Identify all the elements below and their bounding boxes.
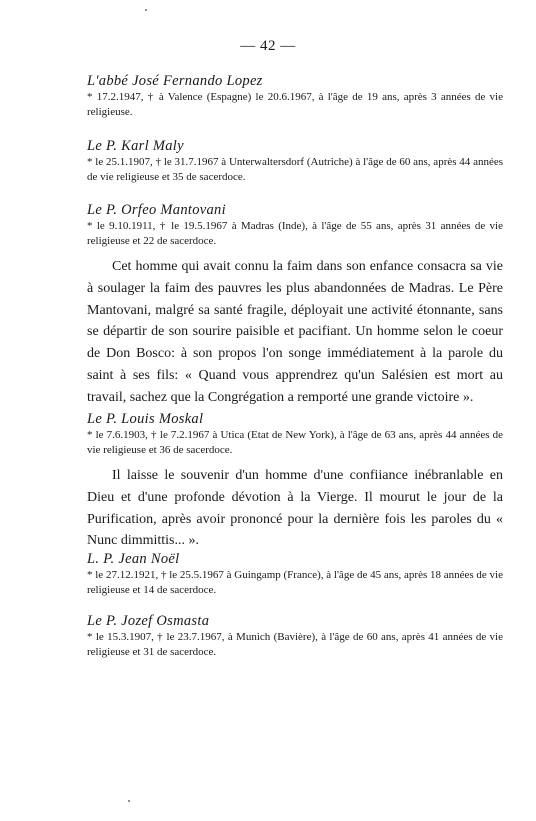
scan-speck-bottom xyxy=(128,800,130,802)
entry-body: Cet homme qui avait connu la faim dans son enfance consacra sa vie à soulager la faim des pauvres les plus abandonnées de Madras. Le Père Mantovani, malgré sa santé fragile, déployait une activité étonnante, sans se départir de son sourire paisible et pacifiant. Un homme selon le coeur de Don Bosco: à son propos l'on songe immédiatement à la parole du saint à ses fils: « Quand vous apprendrez qu'un Salésien est mort au travail, sachez que la Congrégation a remporté une grande victoire ». xyxy=(87,259,503,405)
entry-dates: * 17.2.1947, † à Valence (Espagne) le 20.6.1967, à l'âge de 19 ans, après 3 années de vie religieuse. xyxy=(87,91,503,118)
entry-name: Le P. Orfeo Mantovani xyxy=(87,202,226,218)
obituary-entry-moskal xyxy=(87,410,503,552)
obituary-entry-lopez xyxy=(87,72,503,119)
entry-name: L'abbé José Fernando Lopez xyxy=(87,73,263,89)
obituary-entry-mantovani xyxy=(87,201,503,409)
entry-name: Le P. Louis Moskal xyxy=(87,411,204,427)
entry-dates: * le 9.10.1911, † le 19.5.1967 à Madras (Inde), à l'âge de 55 ans, après 31 années de vie religieuse et 22 de sacerdoce. xyxy=(87,220,503,247)
entry-dates: * le 7.6.1903, † le 7.2.1967 à Utica (Etat de New York), à l'âge de 63 ans, après 44 années de vie religieuse et 36 de sacerdoce. xyxy=(87,429,503,456)
entry-name: L. P. Jean Noël xyxy=(87,551,180,567)
scan-speck-top xyxy=(145,9,147,11)
obituary-entry-osmasta xyxy=(87,612,503,659)
entry-dates: * le 15.3.1907, † le 23.7.1967, à Munich (Bavière), à l'âge de 60 ans, après 41 années de vie religieuse et 31 de sacerdoce. xyxy=(87,631,503,658)
page-number: — 42 — xyxy=(240,38,296,54)
entry-dates: * le 25.1.1907, † le 31.7.1967 à Unterwaltersdorf (Autriche) à l'âge de 60 ans, après 44 années de vie religieuse et 35 de sacerdoce. xyxy=(87,156,503,183)
obituary-entry-maly xyxy=(87,137,503,184)
entry-name: Le P. Karl Maly xyxy=(87,138,184,154)
entry-body: Il laisse le souvenir d'un homme d'une confiiance inébranlable en Dieu et d'une profonde dévotion à la Vierge. Il mourut le jour de la Purification, après avoir prononcé pour la dernière fois les paroles du « Nunc dimmittis... ». xyxy=(87,468,503,549)
entry-name: Le P. Jozef Osmasta xyxy=(87,613,210,629)
entry-dates: * le 27.12.1921, † le 25.5.1967 à Guingamp (France), à l'âge de 45 ans, après 18 années de vie religieuse et 14 de sacerdoce. xyxy=(87,569,503,596)
obituary-entry-noel xyxy=(87,550,503,597)
